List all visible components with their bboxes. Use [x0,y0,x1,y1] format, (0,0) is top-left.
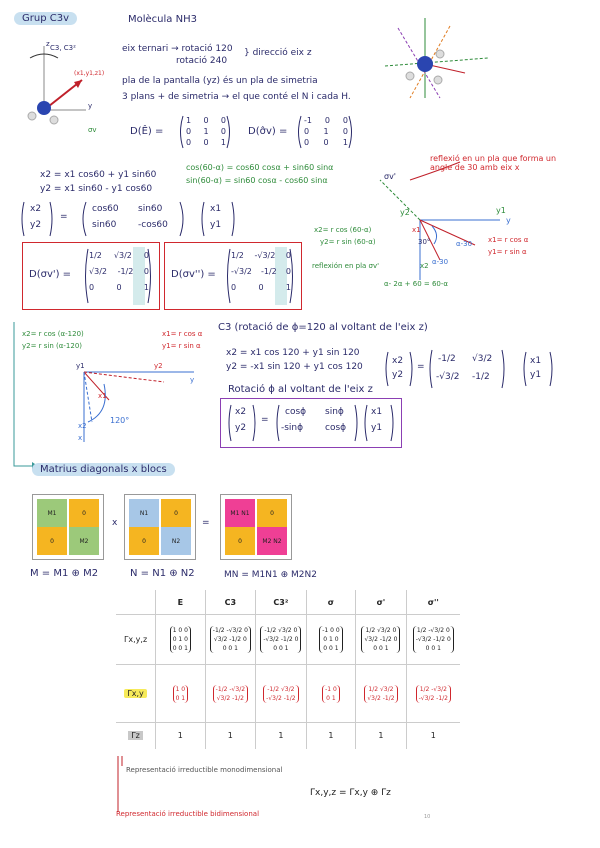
rot-lhs-x: x2 [392,356,404,366]
axis-y-label: y [88,102,93,110]
general-rotation-text: Rotació ϕ al voltant de l'eix z [228,384,373,395]
trig-m11: -cos60 [138,220,168,230]
table-row [116,615,460,665]
ref-x2-label: x2= r cos (60-α) [314,226,372,234]
cell-r3-s1: 1 [356,723,406,749]
axis-figure [16,40,106,136]
table-matrix-row: 0 0 1 [425,645,441,652]
block-mn1: M1 N1 [225,499,255,527]
rot-y: y [190,376,195,384]
header-sigma2: σ'' [406,590,460,615]
d-sv1-box [22,242,160,310]
table-matrix [263,685,298,703]
matrix-entry: 0 [203,116,209,125]
block-m-zero2: 0 [37,527,67,555]
rot-y2-label: y2= r sin (α-120) [22,342,83,350]
blocks-title: Matrius diagonals x blocs [32,463,175,476]
rot-eq-y2: y2 = -x1 sin 120 + y1 cos 120 [226,362,363,372]
trig-x2: x2 = x1 cos60 + y1 sin60 [40,170,157,180]
ref-y1-label: y1= r sin α [488,248,527,256]
cell-r2-e [156,665,205,723]
cell-r3-c32: 1 [256,723,307,749]
trig-m10: sin60 [92,220,117,230]
header-sigma: σ [306,590,356,615]
rot-y2: y2 [154,362,163,370]
d-sv2-label: D(σv'') = [171,269,216,280]
block-matrix-mn [220,494,292,560]
matrix-row [304,116,348,127]
row-label-z-cell [116,723,156,749]
ref-formula: α- 2α + 60 = 60-α [384,280,449,288]
rot-equals: = [417,362,425,372]
ref-x2: x2 [420,262,429,270]
rot-lhs-y: y2 [392,370,404,380]
header-c3: C3 [205,590,256,615]
matrix-entry: -1/2 [261,267,277,276]
gen-m00: cosϕ [285,407,307,417]
header-e: E [156,590,205,615]
ref-y: y [506,216,511,225]
block-n2: N2 [161,527,191,555]
matrix-entry: 0 [285,251,291,260]
rot-matrix-eq [384,348,564,390]
matrix-row [89,283,149,299]
matrix-sv [296,114,354,154]
rotation-figure [14,322,214,452]
ref-sigma: σv' [384,172,397,181]
gen-lhs-x: x2 [235,407,247,417]
matrix-entry: 1 [342,138,348,147]
matrix-entry: 0 [285,267,291,276]
equals-sign: = [60,212,68,222]
table-matrix-row: √3/2 -1/2 0 [364,636,398,643]
gen-lhs-y: y2 [235,423,247,433]
trig-m00: cos60 [92,204,119,214]
table-matrix-row: -1/2 √3/2 [267,685,295,693]
matrix-entry: 0 [342,127,348,136]
connector-arrow [10,320,40,470]
rot-rhs-x: x1 [530,356,542,366]
molecule-title: Molècula NH3 [128,14,197,25]
matrix-entry: 0 [143,267,149,276]
d-sv2-box [164,242,302,310]
trig-lhs-x: x2 [30,204,42,214]
rot-y1-label: y1= r sin α [162,342,201,350]
table-matrix [322,685,340,703]
cell-r1-s1 [356,615,406,665]
matrix-row [304,127,348,138]
cell-r2-s1 [356,665,406,723]
reflection-note: reflexió en un pla que forma un angle de 30 amb eix x [430,154,557,172]
row-label-xy-cell [116,665,156,723]
ref-x1-label: x1= r cos α [488,236,529,244]
rot-rhs-y: y1 [530,370,542,380]
general-rotation-box [220,398,402,448]
trig-matrix-eq [20,200,250,238]
ref-y2: y2 [400,208,410,217]
gen-m11: cosϕ [325,423,347,433]
matrix-row [304,138,348,149]
table-matrix-row: -√3/2 -1/2 [418,694,448,702]
note-line1a: eix ternari → rotació 120 [122,44,233,54]
rot-y1: y1 [76,362,85,370]
note-line2: pla de la pantalla (yz) és un pla de simetria [122,76,318,86]
note-bidim: Representació irreductible bidimensional [116,810,260,818]
representation-table [116,590,460,762]
table-matrix-row: -1/2 √3/2 0 [264,627,298,634]
matrix-entry: 1 [203,127,209,136]
ref-x1: x1 [412,226,421,234]
trig-y2: y2 = x1 sin60 - y1 cos60 [40,184,153,194]
matrix-row [89,267,149,283]
matrix-entry: √3/2 [113,251,132,260]
table-matrix-row: 1 0 [175,685,186,693]
table-matrix-row: -1 0 0 [322,627,340,634]
direct-sum-m: M = M1 ⊕ M2 [30,568,99,579]
trig-m01: sin60 [138,204,163,214]
rot-m01: √3/2 [472,354,493,364]
gen-rhs-y: y1 [371,423,383,433]
note-line3: 3 plans + de simetria → el que conté el N i cada H. [122,92,351,102]
table-matrix-row: -1/2 -√3/2 0 [212,627,248,634]
matrix-entry: 0 [323,138,329,147]
table-corner [116,590,156,615]
gen-m01: sinϕ [325,407,344,417]
table-matrix-row: √3/2 -1/2 [367,694,395,702]
block-m1: M1 [37,499,67,527]
table-matrix-row: -√3/2 -1/2 [266,694,296,702]
table-matrix-row: 1/2 -√3/2 0 [416,627,450,634]
table-matrix [260,626,301,653]
matrix-entry: 0 [186,127,192,136]
gen-rhs-x: x1 [371,407,383,417]
table-matrix [213,685,248,703]
rot-x: x [78,434,83,442]
cell-r1-s2 [406,615,460,665]
matrix-entry: 1 [220,138,226,147]
table-matrix-row: 0 0 1 [373,645,389,652]
page-title: Grup C3v [14,12,77,25]
table-matrix [361,626,400,653]
table-matrix-row: 1 0 0 [172,627,188,634]
matrix-entry: 0 [143,251,149,260]
table-matrix [416,685,451,703]
matrix-entry: √3/2 [89,267,107,276]
table-matrix [173,685,189,703]
matrix-entry: 1 [323,127,329,136]
cell-r3-c3: 1 [205,723,256,749]
header-sigma1: σ' [356,590,406,615]
matrix-entry: 1/2 [231,251,244,260]
ref-am30: α-30 [432,258,449,266]
matrix-entry: 0 [258,283,264,292]
table-matrix-row: -1/2 -√3/2 [215,685,246,693]
c3-rotation-text: C3 (rotació de ϕ=120 al voltant de l'eix z) [218,322,428,333]
block-n1: N1 [129,499,159,527]
block-matrix-n [124,494,196,560]
cell-r3-s2: 1 [430,731,436,741]
matrix-e [178,114,232,154]
rot-x2: x2 [78,422,87,430]
table-matrix-row: 1/2 √3/2 [368,685,394,693]
matrix-entry: 0 [304,127,310,136]
matrix-entry: 1/2 [89,251,102,260]
equals-sign-blocks: = [202,518,210,528]
rot-m11: -1/2 [472,372,490,382]
times-sign: x [112,518,118,528]
d-sv1-label: D(σv') = [29,269,72,280]
table-matrix-row: -√3/2 -1/2 0 [415,636,451,643]
block-mn2: M2 N2 [257,527,287,555]
gen-m10: -sinϕ [281,423,304,433]
matrix-entry: 0 [203,138,209,147]
matrix-row [231,251,291,267]
trig-lhs-y: y2 [30,220,42,230]
matrix-row [231,267,291,283]
block-matrix-m [32,494,104,560]
matrix-row [186,116,226,127]
table-matrix-row: √3/2 -1/2 0 [213,636,247,643]
matrix-entry: -√3/2 [231,267,252,276]
block-m-zero1: 0 [69,499,99,527]
table-matrix-row: 0 1 [175,694,186,702]
cell-r2-s [306,665,356,723]
matrix-entry: 1 [186,116,192,125]
note-monodim: Representació irreductible monodimensional [126,766,283,774]
block-n-zero1: 0 [161,499,191,527]
matrix-row [186,138,226,149]
table-matrix-row: 0 0 1 [172,645,188,652]
table-matrix [210,626,251,653]
note-line1b: rotació 240 [176,56,228,66]
ref-30: 30° [418,238,431,246]
c3-label: C3, C3² [50,44,76,52]
sigma-label: σv [88,126,97,134]
trig-green2: sin(60-α) = sin60 cosα - cos60 sinα [186,176,328,185]
d-sv-label: D(σ̂v) = [248,126,288,137]
matrix-row [231,283,291,299]
ref-a30: α-30 [456,240,473,248]
table-matrix-row: √3/2 -1/2 [216,694,244,702]
reflection-figure [300,150,590,290]
ref-pla: reflexión en pla σv' [312,262,380,270]
matrix-row [89,251,149,267]
rot-m00: -1/2 [438,354,456,364]
direct-sum-n: N = N1 ⊕ N2 [130,568,195,579]
ref-y2-label: y2= r sin (60-α) [320,238,376,246]
trig-green1: cos(60-α) = cos60 cosα + sin60 sinα [186,163,334,172]
rot-x1-label: x1= r cos α [162,330,203,338]
block-mn-zero2: 0 [225,527,255,555]
header-c3-2: C3² [256,590,307,615]
cell-r1-c32 [256,615,307,665]
cell-r2-s2 [406,665,460,723]
cell-r3-s: 1 [306,723,356,749]
table-matrix-row: 1/2 -√3/2 [419,685,447,693]
table-row [116,665,460,723]
matrix-entry: 0 [116,283,122,292]
matrix-entry: -1/2 [117,267,134,276]
rot-x1: x1 [98,392,107,400]
d-e-label: D(Ê) = [130,126,164,137]
matrix-entry: 0 [186,138,192,147]
gamma-sum: Γx,y,z = Γx,y ⊕ Γz [310,788,391,798]
row-label-xy: Γx,y [124,689,146,698]
block-m2: M2 [69,527,99,555]
table-matrix [319,626,342,653]
cell-r1-e [156,615,205,665]
matrix-entry: 0 [342,116,348,125]
row-label-z: Γz [128,731,143,740]
matrix-entry: -1 [304,116,312,125]
cell-r3-e: 1 [156,723,205,749]
table-matrix-row: -1 0 [325,685,337,693]
cell-r2-c3 [205,665,256,723]
matrix-entry: 1 [143,283,149,292]
cell-r2-c32 [256,665,307,723]
matrix-entry: 0 [220,127,226,136]
matrix-entry: 0 [231,283,237,292]
table-matrix-row: 0 0 1 [222,645,238,652]
rot-eq-x2: x2 = x1 cos 120 + y1 sin 120 [226,348,360,358]
table-matrix [413,626,454,653]
matrix-entry: -√3/2 [254,251,276,260]
table-matrix-row: 0 1 0 [323,636,339,643]
nh3-symmetry-figure [380,18,490,108]
cell-r1-c3 [205,615,256,665]
rot-m10: -√3/2 [436,372,460,382]
table-matrix-row: -√3/2 -1/2 0 [263,636,299,643]
matrix-row [186,127,226,138]
table-matrix [170,626,191,653]
matrix-entry: 1 [285,283,291,292]
gen-equals: = [261,415,269,425]
matrix-entry: 0 [324,116,330,125]
rot-angle: 120° [110,416,130,425]
table-matrix-row: 0 1 0 [172,636,188,643]
trig-rhs-y: y1 [210,220,222,230]
matrix-entry: 0 [89,283,95,292]
table-matrix-row: 0 0 1 [273,645,289,652]
table-matrix-row: 1/2 √3/2 0 [365,627,397,634]
table-matrix [364,685,397,703]
direct-sum-mn: MN = M1N1 ⊕ M2N2 [224,570,317,580]
block-n-zero2: 0 [129,527,159,555]
table-matrix-row: 0 1 [326,694,336,702]
matrix-entry: 0 [220,116,226,125]
molecule-axis-diagram [16,40,106,136]
table-row [116,723,460,749]
trig-rhs-x: x1 [210,204,222,214]
point-label: (x1,y1,z1) [74,70,105,77]
matrix-entry: 0 [304,138,310,147]
block-mn-zero1: 0 [257,499,287,527]
table-matrix-row: 0 0 1 [323,645,339,652]
rot-x2-label: x2= r cos (α-120) [22,330,84,338]
cell-r1-s [306,615,356,665]
page-number: 10 [424,814,431,820]
ref-y1: y1 [496,206,506,215]
note-line1c: } direcció eix z [244,48,312,58]
axis-z-label: z [46,40,50,48]
row-label-xyz: Γx,y,z [116,615,156,665]
